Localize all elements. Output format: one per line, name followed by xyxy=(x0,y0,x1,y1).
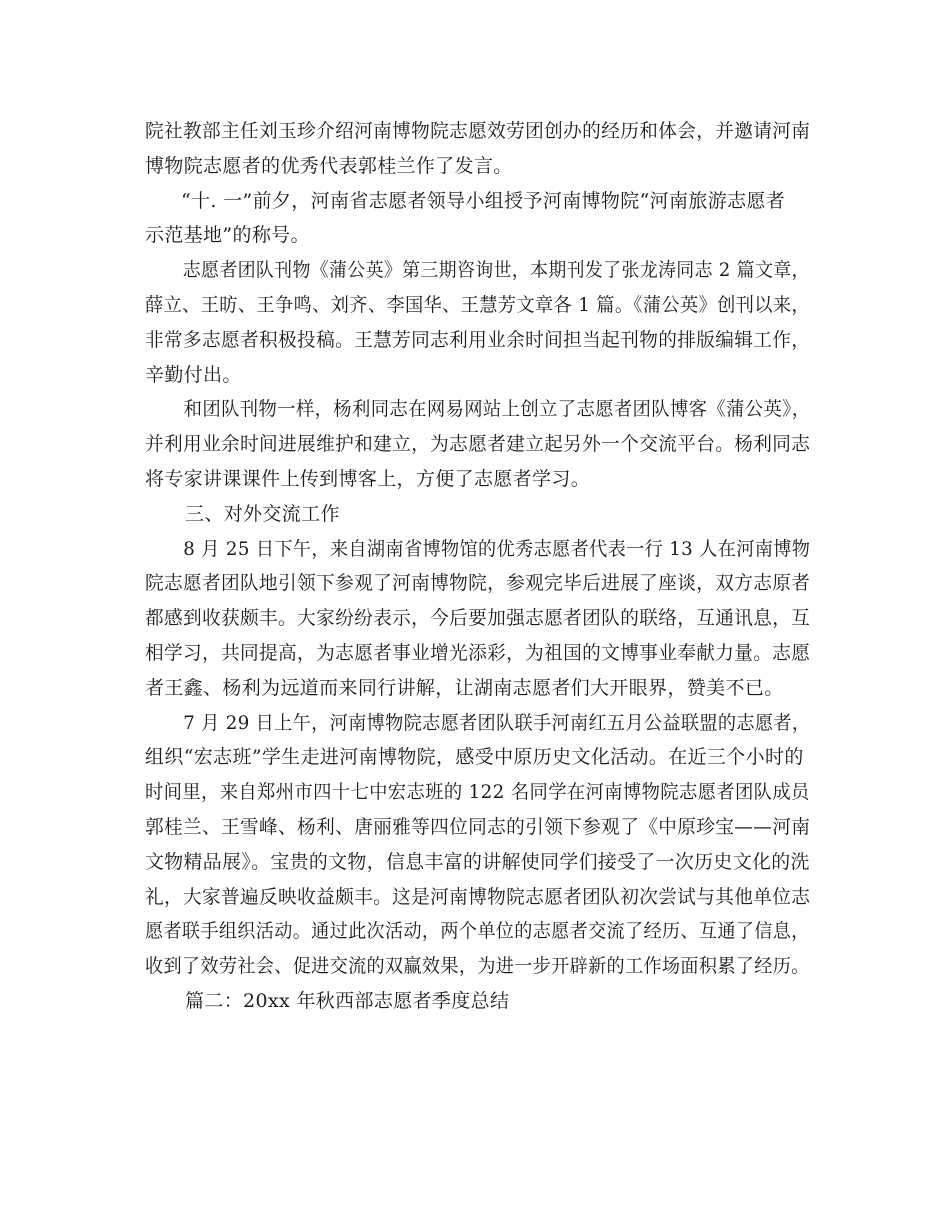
paragraph-start-line: 8 月 25 日下午，来自湖南省博物馆的优秀志愿者代表一行 13 人在河南博物 xyxy=(183,537,811,560)
section-heading: 篇二：20xx 年秋西部志愿者季度总结 xyxy=(185,989,510,1012)
paragraph-start-line: 7 月 29 日上午，河南博物院志愿者团队联手河南红五月公益联盟的志愿者， xyxy=(183,711,811,734)
text-line: 相学习，共同提高，为志愿者事业增光添彩，为祖国的文博事业奉献力量。志愿 xyxy=(145,641,811,664)
document-body xyxy=(145,114,810,1019)
text-line: 将专家讲课课件上传到博客上，方便了志愿者学习。 xyxy=(145,467,591,490)
text-line: 文物精品展》。宝贵的文物，信息丰富的讲解使同学们接受了一次历史文化的洗 xyxy=(145,850,810,873)
text-line: 愿者联手组织活动。通过此次活动，两个单位的志愿者交流了经历、互通了信息， xyxy=(145,920,810,943)
text-line: 组织“宏志班”学生走进河南博物院，感受中原历史文化活动。在近三个小时的 xyxy=(145,746,804,769)
text-line: 示范基地”的称号。 xyxy=(145,224,310,247)
paragraph-start-line: 和团队刊物一样，杨利同志在网易网站上创立了志愿者团队博客《蒲公英》， xyxy=(183,398,811,421)
text-line: 者王鑫、杨利为远道而来同行讲解，让湖南志愿者们大开眼界，赞美不已。 xyxy=(145,676,784,699)
text-line: 时间里，来自郑州市四十七中宏志班的 122 名同学在河南博物院志愿者团队成员 xyxy=(145,781,810,804)
text-line: 都感到收获颇丰。大家纷纷表示，今后要加强志愿者团队的联络，互通讯息，互 xyxy=(145,607,811,630)
text-line: 薛立、王昉、王争鸣、刘齐、李国华、王慧芳文章各 1 篇。《蒲公英》创刊以来， xyxy=(145,293,810,316)
text-line: 郭桂兰、王雪峰、杨利、唐丽雅等四位同志的引领下参观了《中原珍宝——河南 xyxy=(145,815,811,838)
text-line: 博物院志愿者的优秀代表郭桂兰作了发言。 xyxy=(145,154,513,177)
paragraph-start-line: 志愿者团队刊物《蒲公英》第三期咨询世，本期刊发了张龙涛同志 2 篇文章， xyxy=(182,259,810,282)
text-line: 收到了效劳社会、促进交流的双赢效果，为进一步开辟新的工作场面积累了经历。 xyxy=(145,955,810,978)
text-line: 院志愿者团队地引领下参观了河南博物院，参观完毕后进展了座谈，双方志原者 xyxy=(145,572,811,595)
text-line: 辛勤付出。 xyxy=(145,363,242,386)
section-heading: 三、对外交流工作 xyxy=(185,502,340,525)
paragraph-start-line: “十. 一”前夕，河南省志愿者领导小组授予河南博物院“河南旅游志愿者 xyxy=(181,189,786,212)
text-line: 院社教部主任刘玉珍介绍河南博物院志愿效劳团创办的经历和体会，并邀请河南 xyxy=(145,120,811,142)
text-line: 礼，大家普遍反映收益颇丰。这是河南博物院志愿者团队初次尝试与其他单位志 xyxy=(145,885,811,908)
text-line: 非常多志愿者积极投稿。王慧芳同志利用业余时间担当起刊物的排版编辑工作， xyxy=(145,328,811,351)
text-line: 并利用业余时间进展维护和建立，为志愿者建立起另外一个交流平台。杨利同志 xyxy=(145,433,811,456)
